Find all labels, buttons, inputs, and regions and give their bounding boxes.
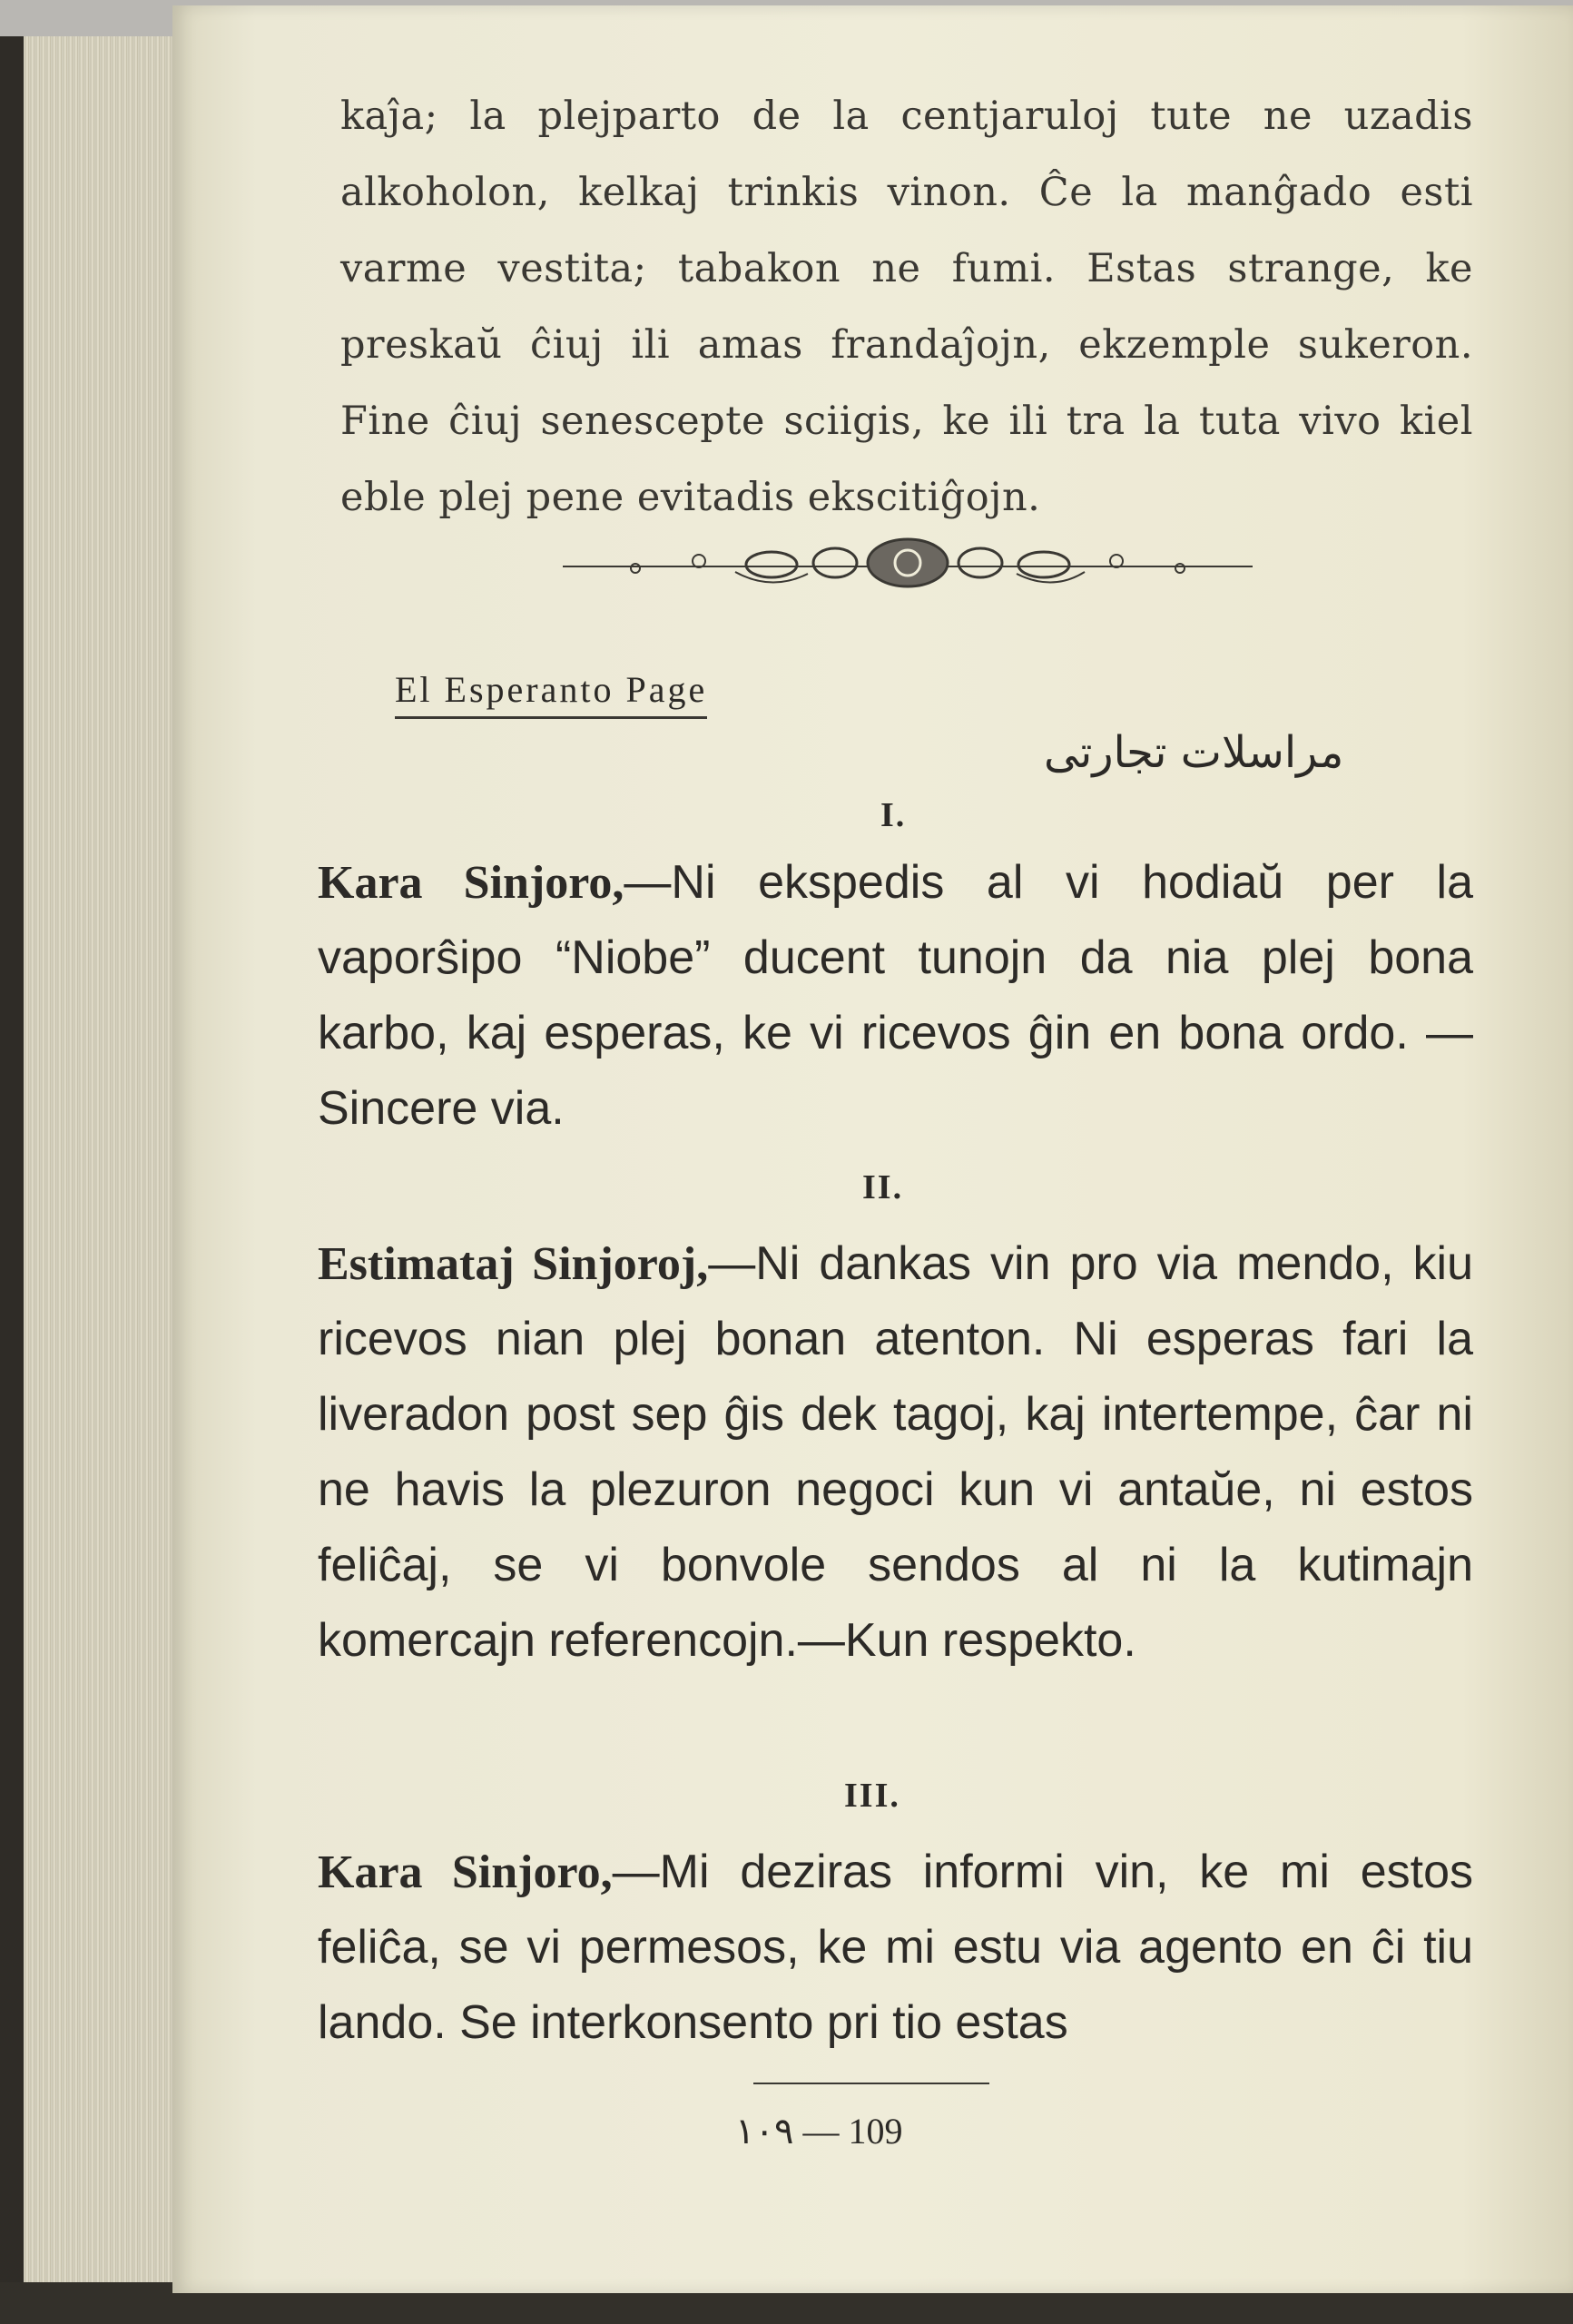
letter-number: III.	[844, 1777, 900, 1815]
letter-body: —Ni dankas vin pro via mendo, kiu ricevos nian plej bonan atenton. Ni esperas fari la liveradon post sep ĝis dek tagoj, kaj intertempe, ĉar ni ne havis la plezuron negoci kun vi antaŭe, ni estos feliĉaj, se vi bonvole sendos al ni la kutimajn komercajn referencojn.—Kun respekto.	[318, 1237, 1473, 1667]
top-paragraph: kaĵa; la plejparto de la centjaruloj tute ne uzadis alkoholon, kelkaj trinkis vinon. Ĉe la manĝado esti varme vestita; tabakon ne fumi. Estas strange, ke preskaŭ ĉiuj ili amas frandaĵojn, ekzemple sukeron. Fine ĉiuj senescepte sciigis, ke ili tra la tuta vivo kiel eble plej pene evitadis ekscitiĝojn.	[340, 94, 1473, 520]
letter-salutation: Kara Sinjoro,	[318, 857, 624, 909]
letter-number: I.	[880, 796, 907, 834]
book-page-edges	[0, 36, 182, 2288]
letter-salutation: Estimataj Sinjoroj,	[318, 1238, 709, 1290]
letter-number: II.	[862, 1168, 904, 1206]
floral-ornament-divider	[563, 532, 1253, 596]
letter-body: —Ni ekspedis al vi hodiaŭ per la vaporŝipo “Niobe” ducent tunojn da nia plej bona karbo, kaj esperas, ke vi ricevos ĝin en bona ordo. —Sincere via.	[318, 856, 1473, 1135]
letter-3	[318, 1835, 1473, 2061]
letter-2	[318, 1226, 1473, 1679]
footer-rule	[753, 2083, 989, 2084]
letter-body: —Mi deziras informi vin, ke mi estos feliĉa, se vi permesos, ke mi estu via agento en ĉi tiu lando. Se interkonsento pri tio estas	[318, 1846, 1473, 2049]
letter-1	[318, 845, 1473, 1147]
book-page	[172, 5, 1573, 2293]
page-number: ١٠٩ — 109	[735, 2111, 903, 2152]
section-heading: El Esperanto Page	[395, 668, 707, 719]
letter-salutation: Kara Sinjoro,	[318, 1846, 613, 1898]
arabic-heading: مراسلات تجارتى	[1044, 727, 1344, 778]
